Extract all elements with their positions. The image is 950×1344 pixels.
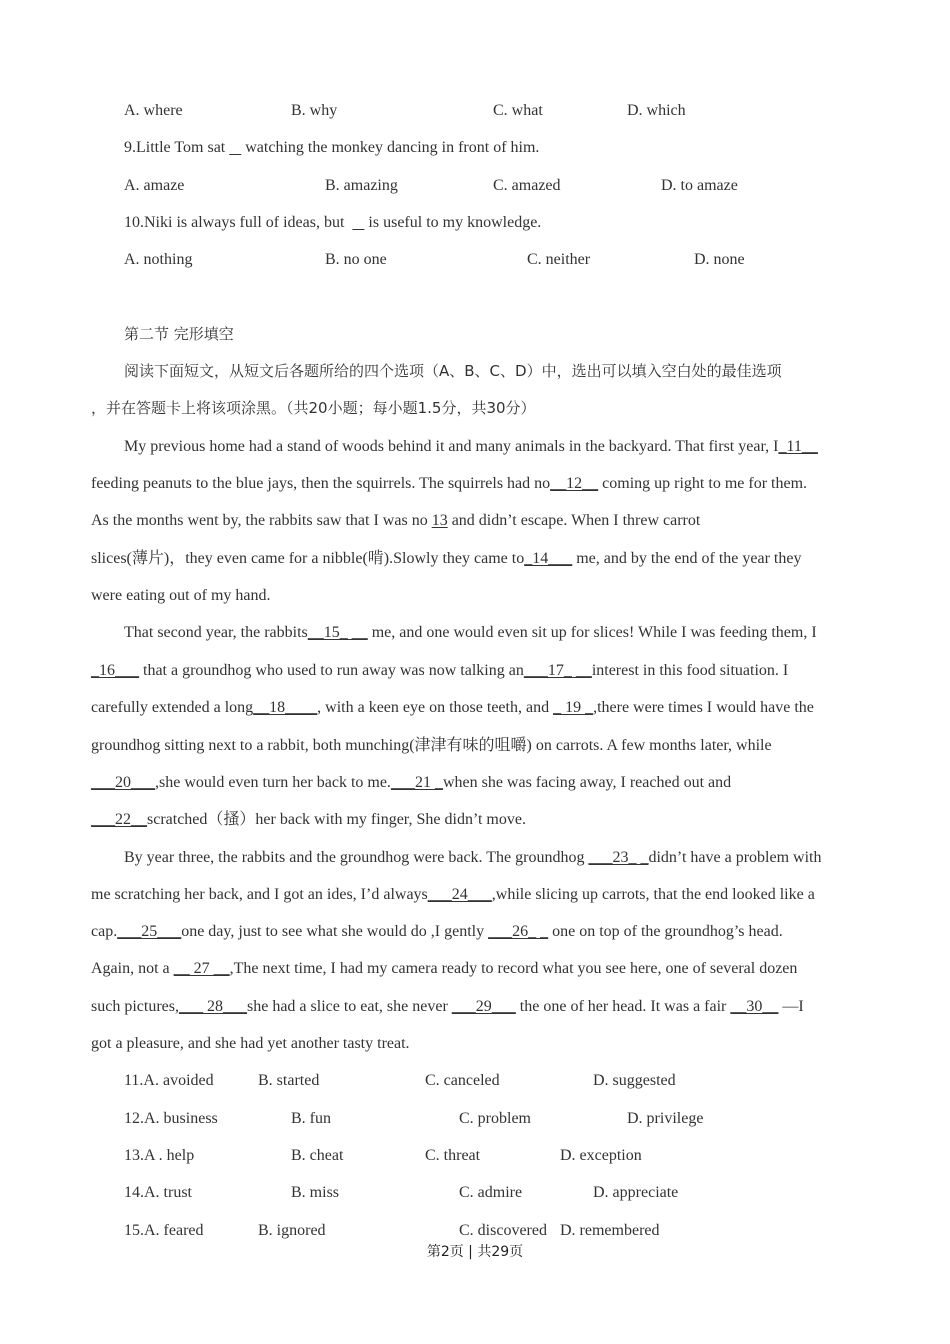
q10-option-c: C. neither — [527, 251, 591, 268]
section-instruction-line-2: ，并在答题卡上将该项涂黑。（共20小题；每小题1.5分，共30分） — [91, 399, 536, 417]
option-a: 14.A. trust — [124, 1184, 192, 1201]
q9-option-d: D. to amaze — [661, 177, 738, 194]
blank-30: __30__ — [730, 998, 779, 1015]
q10-blank — [352, 214, 364, 231]
option-c: C. threat — [425, 1147, 481, 1164]
blank-22: ___22__ — [91, 811, 147, 828]
passage-line: got a pleasure, and she had yet another tasty treat. — [91, 1035, 410, 1052]
passage-line: ___20___,she would even turn her back to me.___21 _when she was facing away, I reached out and — [91, 774, 732, 791]
passage-line: were eating out of my hand. — [91, 587, 271, 604]
blank-17: ___17_ __ — [523, 662, 592, 679]
blank-29: ___29___ — [451, 998, 516, 1015]
passage-line: slices(薄片)，they even came for a nibble(啃).Slowly they came to_14___ me, and by the end of the year they — [91, 550, 802, 567]
passage-line: As the months went by, the rabbits saw that I was no 13 and didn’t escape. When I threw carrot — [91, 512, 701, 529]
option-b: B. fun — [291, 1110, 331, 1127]
option-b: B. cheat — [291, 1147, 344, 1164]
q9-option-c: C. amazed — [493, 177, 561, 194]
blank-20: ___20___ — [91, 774, 155, 791]
passage-line: cap.___25___one day, just to see what she would do ,I gently ___26_ _ one on top of the groundhog’s head. — [91, 923, 783, 940]
q9-blank — [229, 139, 241, 156]
section-instruction-line-1: 阅读下面短文，从短文后各题所给的四个选项（A、B、C、D）中，选出可以填入空白处的最佳选项 — [124, 362, 782, 380]
option-a: 11.A. avoided — [124, 1072, 214, 1089]
passage-line: ___22__scratched（搔）her back with my finger, She didn’t move. — [91, 811, 526, 828]
option-c: C. canceled — [425, 1072, 500, 1089]
blank-26: ___26_ _ — [488, 923, 549, 940]
q10-option-a: A. nothing — [124, 251, 193, 268]
passage-line: such pictures,___ 28___she had a slice to eat, she never ___29___ the one of her head. It was a fair __30__ —I — [91, 998, 804, 1015]
option-b: B. ignored — [258, 1222, 326, 1239]
option-a: 15.A. feared — [124, 1222, 204, 1239]
passage-line: carefully extended a long__18____, with a keen eye on those teeth, and _ 19 _,there were times I would have the — [91, 699, 814, 716]
passage-line: Again, not a __ 27 __,The next time, I had my camera ready to record what you see here, one of several dozen — [91, 960, 798, 977]
option-c: C. admire — [459, 1184, 523, 1201]
passage-line: groundhog sitting next to a rabbit, both munching(津津有味的咀嚼) on carrots. A few months later, while — [91, 737, 772, 754]
q8-option-a: A. where — [124, 102, 183, 119]
q8-option-c: C. what — [493, 102, 543, 119]
q9-option-a: A. amaze — [124, 177, 185, 194]
option-d: D. remembered — [560, 1222, 660, 1239]
passage-line: That second year, the rabbits__15_ __ me, and one would even sit up for slices! While I was feeding them, I — [124, 624, 817, 641]
option-c: C. discovered — [459, 1222, 547, 1239]
blank-14: _14___ — [524, 550, 573, 567]
option-d: D. privilege — [627, 1110, 704, 1127]
blank-11: _11__ — [778, 438, 818, 455]
blank-24: ___24___ — [427, 886, 492, 903]
blank-27: __ 27 __ — [173, 960, 230, 977]
passage-line: _16___ that a groundhog who used to run away was now talking an___17_ __interest in this food situation. I — [91, 662, 789, 679]
blank-19: _ 19 _ — [553, 699, 594, 716]
q8-option-d: D. which — [627, 102, 686, 119]
option-b: B. miss — [291, 1184, 340, 1201]
blank-28: ___ 28___ — [178, 998, 247, 1015]
blank-16: _16___ — [91, 662, 139, 679]
q9-stem: 9.Little Tom sat watching the monkey dancing in front of him. — [124, 139, 540, 156]
blank-13: 13 — [431, 512, 448, 529]
blank-21: ___21 _ — [390, 774, 443, 791]
blank-15: __15_ __ — [307, 624, 368, 641]
q10-stem: 10.Niki is always full of ideas, but is useful to my knowledge. — [124, 214, 542, 231]
q8-option-b: B. why — [291, 102, 338, 119]
page-footer: 第2页 | 共29页 — [426, 1244, 524, 1260]
option-d: D. appreciate — [593, 1184, 679, 1201]
q9-option-b: B. amazing — [325, 177, 398, 194]
blank-23: ___23_ _ — [588, 849, 649, 866]
option-b: B. started — [258, 1072, 320, 1089]
option-a: 13.A . help — [124, 1147, 195, 1164]
q10-option-d: D. none — [694, 251, 745, 268]
section-title: 第二节 完形填空 — [124, 325, 234, 343]
option-c: C. problem — [459, 1110, 531, 1127]
option-d: D. suggested — [593, 1072, 676, 1089]
blank-18: __18____ — [253, 699, 318, 716]
passage-line: My previous home had a stand of woods behind it and many animals in the backyard. That first year, I_11__ — [124, 438, 818, 455]
option-a: 12.A. business — [124, 1110, 218, 1127]
passage-line: feeding peanuts to the blue jays, then the squirrels. The squirrels had no__12__ coming up right to me for them. — [91, 475, 808, 492]
passage-line: me scratching her back, and I got an ides, I’d always___24___,while slicing up carrots, that the end looked like a — [91, 886, 815, 903]
blank-12: __12__ — [550, 475, 599, 492]
option-d: D. exception — [560, 1147, 642, 1164]
blank-25: ___25___ — [117, 923, 182, 940]
q10-option-b: B. no one — [325, 251, 387, 268]
passage-line: By year three, the rabbits and the groundhog were back. The groundhog ___23_ _didn’t have a problem with — [124, 849, 822, 866]
